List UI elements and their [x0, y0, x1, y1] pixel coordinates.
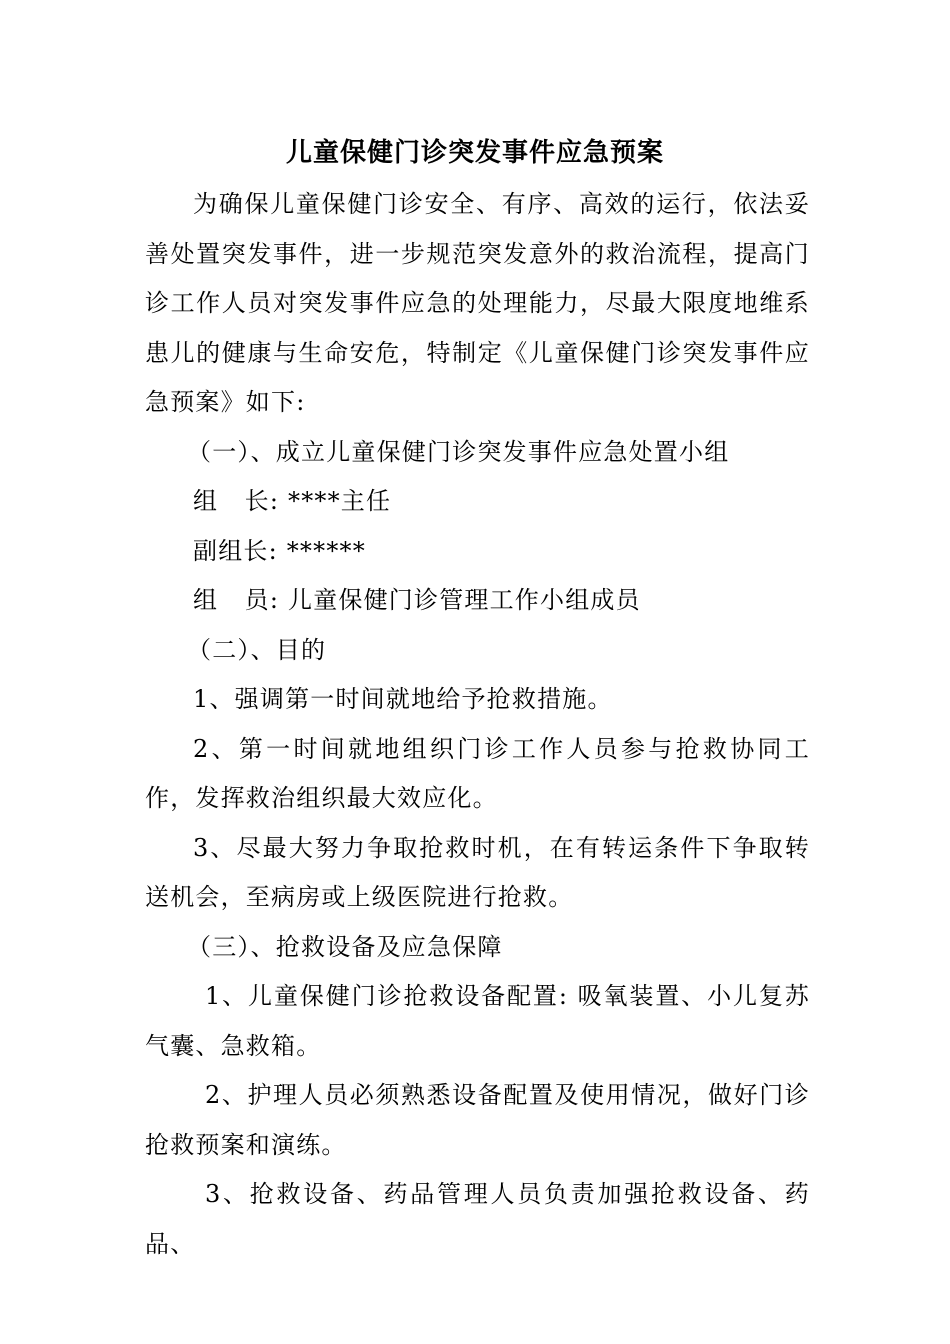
section-2-item-1: 1、强调第一时间就地给予抢救措施。	[193, 685, 613, 713]
leader-line: 组 长: ****主任	[193, 487, 392, 515]
section-3-item-1: 1、儿童保健门诊抢救设备配置: 吸氧装置、小儿复苏气囊、急救箱。	[145, 982, 810, 1060]
section-2-heading: （二）、目的	[187, 635, 327, 664]
document-title: 儿童保健门诊突发事件应急预案	[285, 138, 664, 168]
deputy-leader-line: 副组长: ******	[193, 536, 366, 565]
section-3-heading: （三）、抢救设备及应急保障	[187, 932, 503, 961]
section-2-item-3: 3、尽最大努力争取抢救时机，在有转运条件下争取转送机会，至病房或上级医院进行抢救。	[145, 833, 810, 911]
intro-paragraph: 为确保儿童保健门诊安全、有序、高效的运行，依法妥善处置突发事件，进一步规范突发意外的救治流程，提高门诊工作人员对突发事件应急的处理能力，尽最大限度地维系患儿的健康与生命安危，特制定《儿童保健门诊突发事件应急预案》如下:	[145, 190, 810, 416]
section-1-heading: （一）、成立儿童保健门诊突发事件应急处置小组	[187, 437, 730, 466]
section-2-item-2: 2、第一时间就地组织门诊工作人员参与抢救协同工作，发挥救治组织最大效应化。	[145, 734, 810, 812]
section-3-item-2: 2、护理人员必须熟悉设备配置及使用情况，做好门诊抢救预案和演练。	[145, 1081, 810, 1159]
section-3-item-3: 3、抢救设备、药品管理人员负责加强抢救设备、药品、	[145, 1180, 810, 1258]
document-body	[145, 180, 810, 1269]
members-line: 组 员: 儿童保健门诊管理工作小组成员	[193, 586, 641, 614]
